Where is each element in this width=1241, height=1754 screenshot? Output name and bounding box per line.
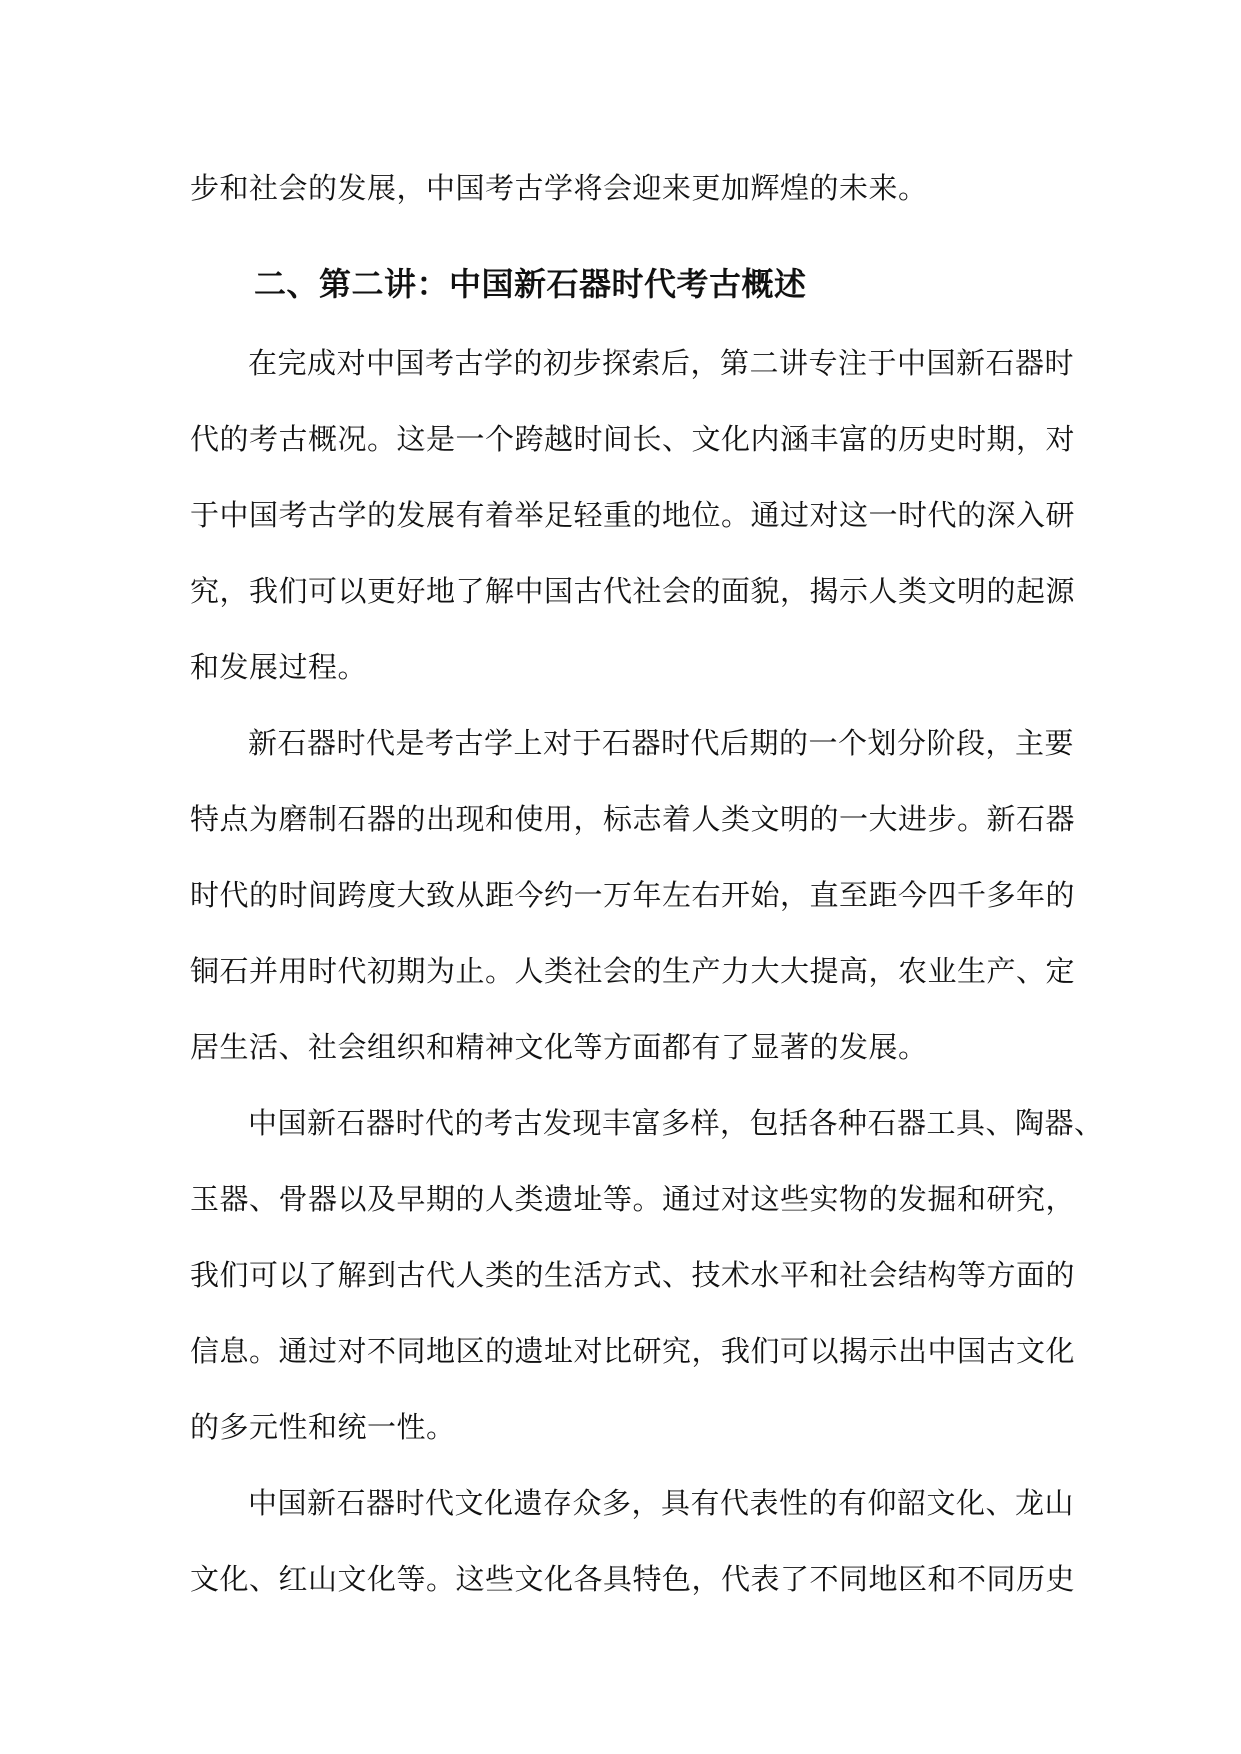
- text-line: 的多元性和统一性。: [190, 1410, 456, 1444]
- text-line: 时代的时间跨度大致从距今约一万年左右开始，直至距今四千多年的: [190, 878, 1076, 912]
- text-line: 居生活、社会组织和精神文化等方面都有了显著的发展。: [190, 1030, 928, 1064]
- text-line: 文化、红山文化等。这些文化各具特色，代表了不同地区和不同历史: [190, 1562, 1076, 1596]
- text-line: 在完成对中国考古学的初步探索后，第二讲专注于中国新石器时: [248, 346, 1075, 380]
- text-line: 和发展过程。: [190, 650, 368, 684]
- text-line: 中国新石器时代的考古发现丰富多样，包括各种石器工具、陶器、: [248, 1106, 1104, 1140]
- text-line: 铜石并用时代初期为止。人类社会的生产力大大提高，农业生产、定: [190, 954, 1076, 988]
- section-heading: 二、第二讲：中国新石器时代考古概述: [254, 265, 807, 303]
- paragraph-continued: [190, 150, 1058, 226]
- paragraph-lecture-intro: [190, 325, 1076, 705]
- text-line: 我们可以了解到古代人类的生活方式、技术水平和社会结构等方面的: [190, 1258, 1076, 1292]
- text-line: 信息。通过对不同地区的遗址对比研究，我们可以揭示出中国古文化: [190, 1334, 1076, 1368]
- paragraph-neolithic-definition: [190, 705, 1076, 1085]
- text-line: 特点为磨制石器的出现和使用，标志着人类文明的一大进步。新石器: [190, 802, 1076, 836]
- text-line: 玉器、骨器以及早期的人类遗址等。通过对这些实物的发掘和研究，: [190, 1182, 1076, 1216]
- text-line: 步和社会的发展，中国考古学将会迎来更加辉煌的未来。: [190, 171, 928, 205]
- text-line: 于中国考古学的发展有着举足轻重的地位。通过对这一时代的深入研: [190, 498, 1076, 532]
- text-line: 中国新石器时代文化遗存众多，具有代表性的有仰韶文化、龙山: [248, 1486, 1075, 1520]
- paragraph-cultural-remains: [190, 1465, 1076, 1617]
- text-line: 新石器时代是考古学上对于石器时代后期的一个划分阶段，主要: [248, 726, 1075, 760]
- text-line: 代的考古概况。这是一个跨越时间长、文化内涵丰富的历史时期，对: [190, 422, 1076, 456]
- document-body: [190, 150, 1104, 1617]
- text-line: 究，我们可以更好地了解中国古代社会的面貌，揭示人类文明的起源: [190, 574, 1076, 608]
- paragraph-archaeological-finds: [190, 1085, 1104, 1465]
